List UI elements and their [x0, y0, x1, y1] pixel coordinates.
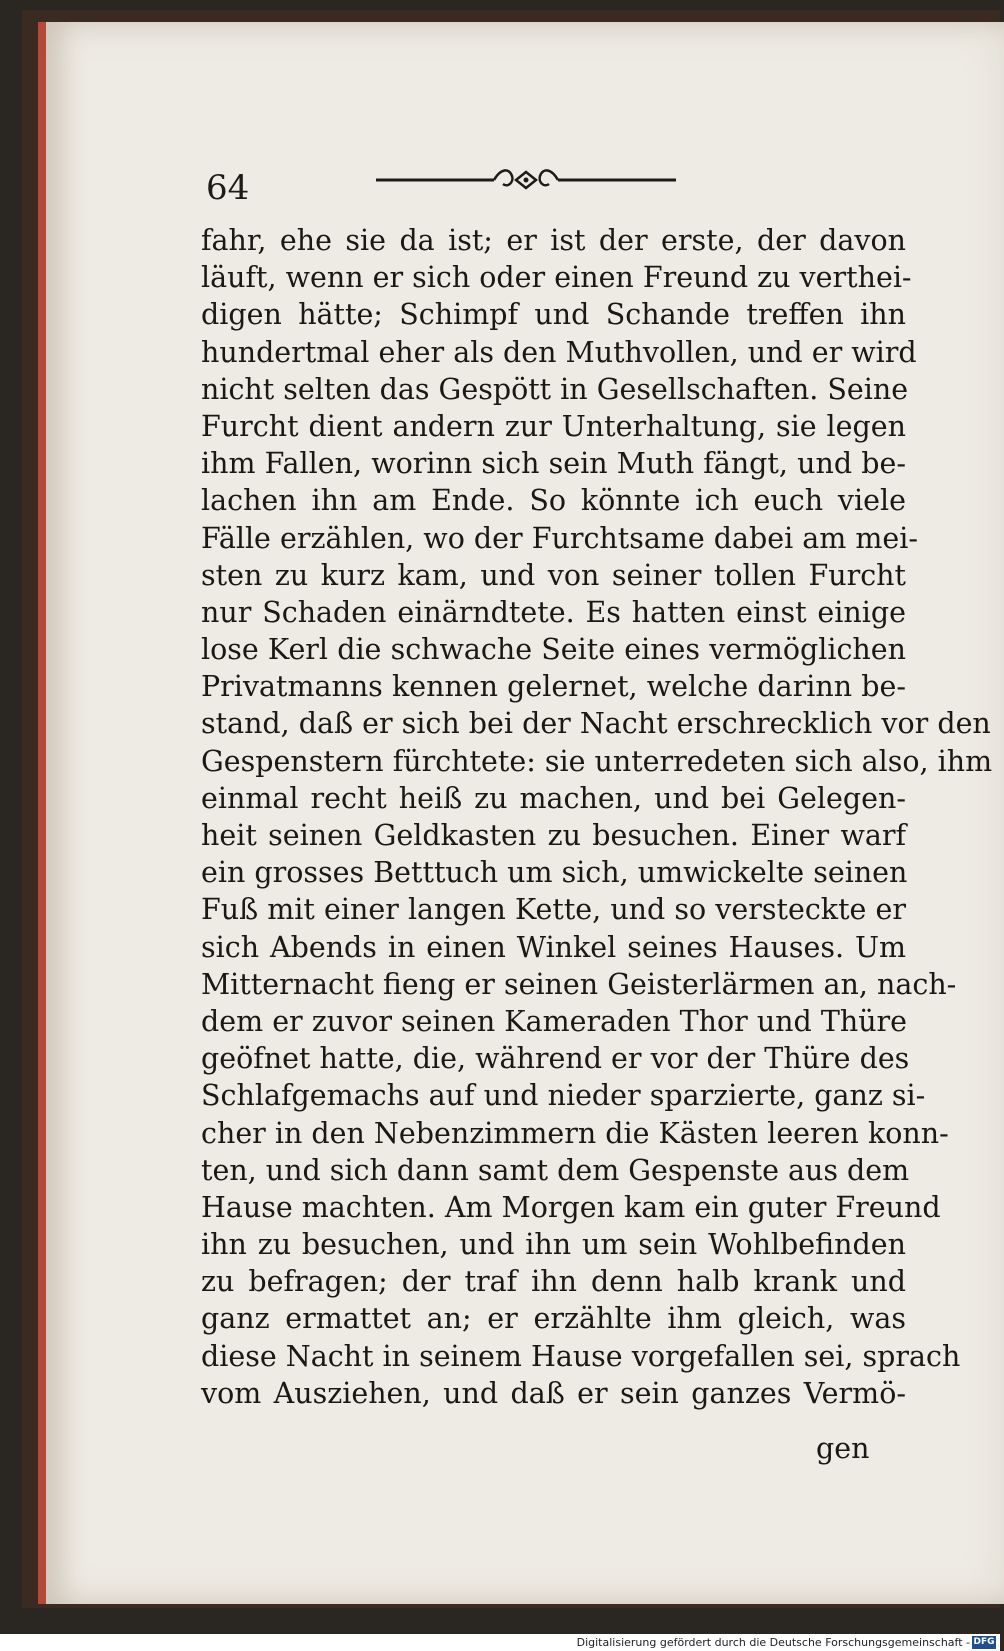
text-line: ihm Fallen, worinn sich sein Muth fängt, und be-: [201, 447, 906, 481]
text-line: zu befragen; der traf ihn denn halb krank und: [201, 1265, 906, 1299]
ornament-rule-icon: [376, 162, 676, 198]
text-line: Schlafgemachs auf und nieder sparzierte, ganz si-: [201, 1079, 926, 1113]
text-line: Hause machten. Am Morgen kam ein guter Freund: [201, 1190, 941, 1224]
text-line: Fälle erzählen, wo der Furchtsame dabei am mei-: [201, 521, 919, 555]
text-line: nur Schaden einärndtete. Es hatten einst einige: [201, 595, 906, 629]
text-line: ein grosses Betttuch um sich, umwickelte seinen: [201, 856, 908, 890]
text-line: nicht selten das Gespött in Gesellschaften. Seine: [201, 372, 909, 406]
text-line: Fuß mit einer langen Kette, und so versteckte er: [201, 893, 906, 927]
text-line: dem er zuvor seinen Kameraden Thor und Thüre: [201, 1004, 908, 1038]
text-line: Privatmanns kennen gelernet, welche darinn be-: [201, 670, 906, 704]
text-line: sten zu kurz kam, und von seiner tollen Furcht: [201, 558, 906, 592]
footer-credit: Digitalisierung gefördert durch die Deutsche Forschungsgemeinschaft -: [576, 1636, 970, 1649]
text-line: stand, daß er sich bei der Nacht erschrecklich vor den: [201, 707, 991, 741]
catchword: gen: [816, 1432, 870, 1465]
text-line: ten, und sich dann samt dem Gespenste aus dem: [201, 1153, 910, 1187]
text-line: geöfnet hatte, die, während er vor der Thüre des: [201, 1042, 910, 1076]
text-line: diese Nacht in seinem Hause vorgefallen sei, sprach: [201, 1339, 961, 1373]
text-line: digen hätte; Schimpf und Schande treffen ihn: [201, 298, 906, 332]
book-page: [38, 22, 1004, 1604]
text-line: hundertmal eher als den Muthvollen, und er wird: [201, 335, 917, 369]
page-number: 64: [206, 168, 250, 208]
text-line: lose Kerl die schwache Seite eines vermöglichen: [201, 633, 906, 667]
text-line: läuft, wenn er sich oder einen Freund zu verthei-: [201, 261, 912, 295]
text-line: einmal recht heiß zu machen, und bei Gelegen-: [201, 781, 906, 815]
text-line: heit seinen Geldkasten zu besuchen. Einer warf: [201, 819, 906, 852]
text-line: Gespenstern fürchtete: sie unterredeten sich also, ihm: [201, 744, 993, 778]
body-text: [201, 222, 993, 1412]
text-line: vom Ausziehen, und daß er sein ganzes Vermö-: [201, 1376, 906, 1410]
text-line: sich Abends in einen Winkel seines Hauses. Um: [201, 930, 906, 964]
text-line: ganz ermattet an; er erzählte ihm gleich, was: [201, 1302, 906, 1336]
text-line: Furcht dient andern zur Unterhaltung, sie legen: [201, 409, 906, 443]
text-line: fahr, ehe sie da ist; er ist der erste, der davon: [201, 224, 906, 257]
text-line: cher in den Nebenzimmern die Kästen leeren konn-: [201, 1116, 949, 1150]
text-line: lachen ihn am Ende. So könnte ich euch viele: [201, 484, 906, 518]
dfg-logo: DFG: [973, 1637, 995, 1647]
text-line: Mitternacht fieng er seinen Geisterlärmen an, nach-: [201, 967, 957, 1001]
text-line: ihn zu besuchen, und ihn um sein Wohlbefinden: [201, 1228, 906, 1262]
